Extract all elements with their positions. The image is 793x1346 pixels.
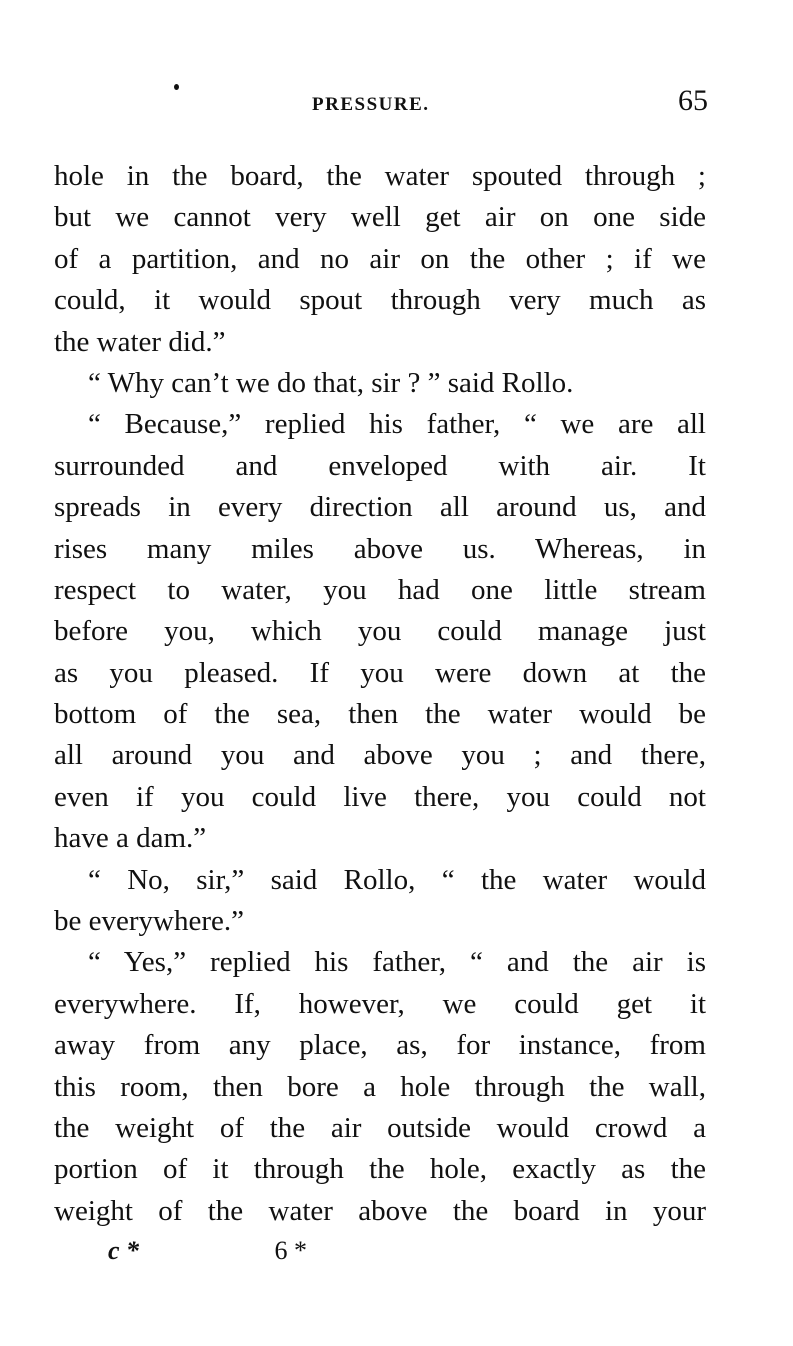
text-line: bottom of the sea, then the water would be [54, 698, 706, 731]
running-head: PRESSURE. [312, 94, 430, 115]
paragraph [54, 404, 706, 859]
text-line: as you pleased. If you were down at the [54, 656, 706, 689]
paragraph [54, 860, 706, 943]
paragraph [54, 363, 706, 404]
text-line: spreads in every direction all around us, and [54, 491, 706, 524]
text-line: away from any place, as, for instance, from [54, 1029, 706, 1062]
text-line: even if you could live there, you could not [54, 780, 706, 813]
text-line: “ Yes,” replied his father, “ and the air is [88, 946, 706, 979]
text-line: rises many miles above us. Whereas, in [54, 532, 706, 565]
signature-letter: c * [108, 1236, 140, 1265]
text-line: hole in the board, the water spouted through ; [54, 160, 706, 192]
page-number: 65 [678, 84, 708, 117]
text-line: could, it would spout through very much as [54, 284, 706, 317]
text-line: before you, which you could manage just [54, 615, 706, 648]
text-line: be everywhere.” [54, 905, 244, 938]
text-line: portion of it through the hole, exactly as the [54, 1153, 706, 1186]
text-line: all around you and above you ; and there, [54, 739, 706, 772]
signature-number: 6 * [274, 1236, 307, 1265]
text-line: of a partition, and no air on the other ; if we [54, 242, 706, 275]
text-line: this room, then bore a hole through the wall, [54, 1070, 706, 1103]
text-line: have a dam.” [54, 822, 207, 855]
text-line: respect to water, you had one little stream [54, 573, 706, 606]
text-line: “ No, sir,” said Rollo, “ the water would [88, 863, 706, 896]
text-line: surrounded and enveloped with air. It [54, 449, 706, 482]
body-text [54, 156, 706, 1232]
text-line: “ Why can’t we do that, sir ? ” said Rollo. [88, 366, 574, 399]
text-line: the water did.” [54, 325, 226, 358]
paragraph [54, 942, 706, 1232]
text-line: weight of the water above the board in your [54, 1194, 706, 1227]
printer-signature [108, 1236, 307, 1266]
text-line: but we cannot very well get air on one side [54, 201, 706, 234]
paragraph [54, 156, 706, 363]
text-line: the weight of the air outside would crowd a [54, 1111, 706, 1144]
ink-speck [174, 84, 179, 90]
text-line: everywhere. If, however, we could get it [54, 987, 706, 1020]
page-header [54, 84, 708, 128]
text-line: “ Because,” replied his father, “ we are all [88, 408, 706, 441]
